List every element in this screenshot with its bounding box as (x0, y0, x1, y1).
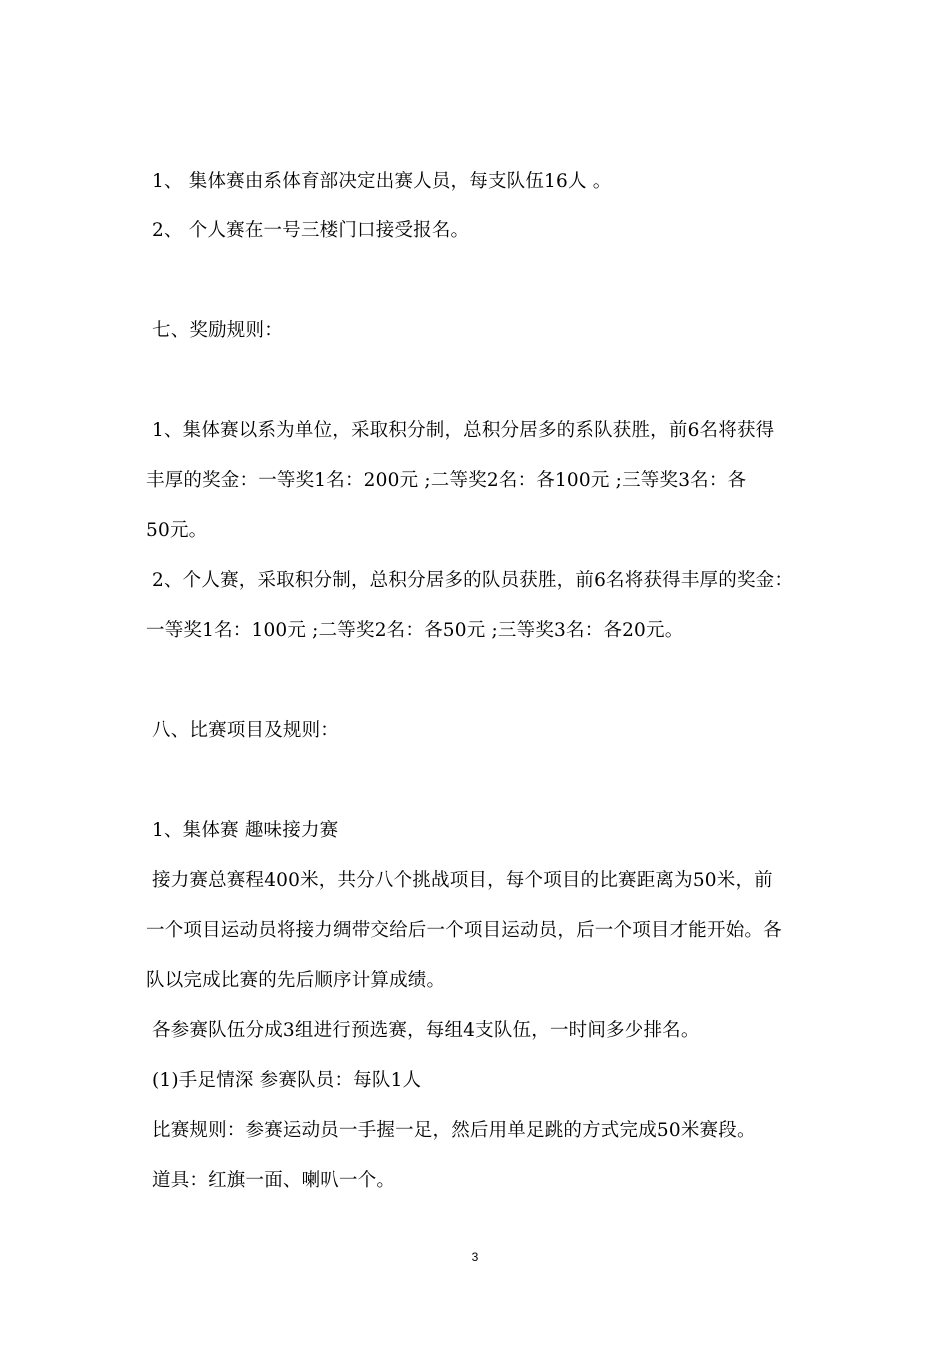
section-heading-rewards: 七、奖励规则： (152, 320, 283, 341)
reward-rule-1-line-3: 50元。 (146, 520, 208, 541)
registration-item-1: 1、 集体赛由系体育部决定出赛人员，每支队伍16人 。 (152, 171, 612, 192)
event-title-relay: 1、集体赛 趣味接力赛 (152, 820, 339, 841)
relay-paragraph-line-2: 一个项目运动员将接力绸带交给后一个项目运动员，后一个项目才能开始。各 (146, 920, 782, 941)
section-heading-events: 八、比赛项目及规则： (152, 720, 340, 741)
sub-event-props: 道具：红旗一面、喇叭一个。 (152, 1170, 396, 1191)
sub-event-title: (1)手足情深 参赛队员：每队1人 (152, 1070, 422, 1091)
relay-paragraph-line-1: 接力赛总赛程400米，共分八个挑战项目，每个项目的比赛距离为50米，前 (152, 870, 773, 891)
reward-rule-2-line-2: 一等奖1名：100元 ;二等奖2名：各50元 ;三等奖3名：各20元。 (146, 620, 684, 641)
page-number: 3 (471, 1250, 479, 1264)
prelim-paragraph: 各参赛队伍分成3组进行预选赛，每组4支队伍，一时间多少排名。 (152, 1020, 700, 1041)
reward-rule-2-line-1: 2、个人赛，采取积分制，总积分居多的队员获胜，前6名将获得丰厚的奖金： (152, 570, 794, 591)
relay-paragraph-line-3: 队以完成比赛的先后顺序计算成绩。 (146, 970, 446, 991)
registration-item-2: 2、 个人赛在一号三楼门口接受报名。 (152, 220, 470, 241)
reward-rule-1-line-1: 1、集体赛以系为单位，采取积分制，总积分居多的系队获胜，前6名将获得 (152, 420, 775, 441)
sub-event-rule: 比赛规则：参赛运动员一手握一足，然后用单足跳的方式完成50米赛段。 (152, 1120, 756, 1141)
reward-rule-1-line-2: 丰厚的奖金：一等奖1名：200元 ;二等奖2名：各100元 ;三等奖3名：各 (146, 470, 747, 491)
